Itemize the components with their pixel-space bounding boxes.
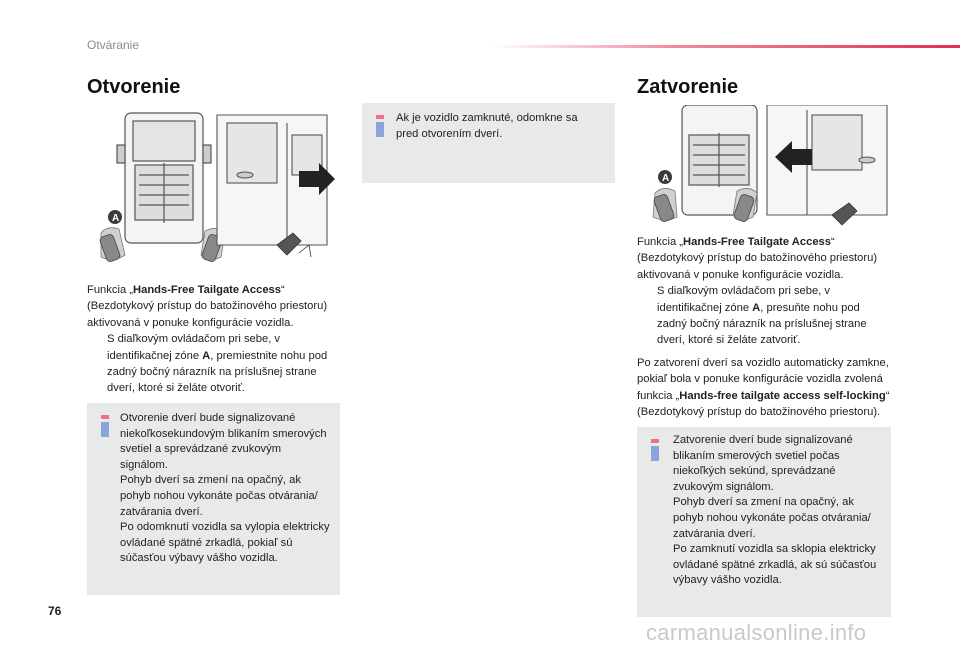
instruction-bullet: S diaľkovým ovládačom pri sebe, v identifikačnej zóne A, premiestnite nohu pod zadný bočný nárazník na príslušnej strane dverí, ktoré si želáte otvoriť. xyxy=(87,331,342,397)
instruction-bullet: S diaľkovým ovládačom pri sebe, v identifikačnej zóne A, presuňte nohu pod zadný bočný nárazník na príslušnej strane dverí, ktoré si želáte zatvoriť. xyxy=(637,283,892,349)
watermark: carmanualsonline.info xyxy=(646,620,867,645)
lock-paragraph: Po zatvorení dverí sa vozidlo automaticky zamkne, pokiaľ bola v ponuke konfigurácie vozidla zvolená funkcia „Hands-free tailgate access self-locking“ (Bezdotykový prístup do batožinového priestoru). xyxy=(637,356,890,419)
header-rule xyxy=(490,45,960,48)
info-box-unlock xyxy=(362,103,615,183)
intro-paragraph: Funkcia „Hands-Free Tailgate Access“ (Bezdotykový prístup do batožinového priestoru) aktivovaná v ponuke konfigurácie vozidla. xyxy=(87,284,328,329)
intro-paragraph: Funkcia „Hands-Free Tailgate Access“ (Bezdotykový prístup do batožinového priestoru) aktivovaná v ponuke konfigurácie vozidla. xyxy=(637,236,878,281)
right-instructions xyxy=(637,234,892,420)
info-icon xyxy=(376,115,384,137)
zone-label-a: A xyxy=(662,173,670,184)
bullet-marker xyxy=(637,283,657,349)
info-text: Ak je vozidlo zamknuté, odomkne sa pred otvorením dverí. xyxy=(396,112,578,140)
info-box xyxy=(637,427,891,617)
bullet-marker xyxy=(87,331,107,397)
info-box xyxy=(87,403,340,595)
info-text: Otvorenie dverí bude signalizované niekoľkosekundovým blikaním smerových svetiel a sprevádzané zvukovým signálom. Pohyb dverí sa zmení na opačný, ak pohyb nohou vykonáte počas otvárania/ zatvárania dverí. Po odomknutí vozidla sa vylopia elektricky ovládané spätné zrkadlá, pokiaľ sú súčasťou výbavy vášho vozidla. xyxy=(120,412,330,565)
info-icon xyxy=(651,439,659,461)
header-title: Otváranie xyxy=(87,38,140,52)
info-icon xyxy=(101,415,109,437)
section-heading-close: Zatvorenie xyxy=(637,76,739,98)
info-text: Zatvorenie dverí bude signalizované blikaním smerových svetiel počas niekoľkých sekúnd, sprevádzané zvukovým signálom. Pohyb dverí sa zmení na opačný, ak pohyb nohou vykonáte počas otvárania/ zatvárania dverí. Po zamknutí vozidla sa sklopia elektricky ovládané spätné zrkadlá, ak sú súčasťou výbavy vášho vozidla. xyxy=(673,434,877,587)
section-heading-open: Otvorenie xyxy=(87,76,181,98)
page-number: 76 xyxy=(48,604,62,618)
van-rear-view xyxy=(117,113,211,243)
left-instructions xyxy=(87,282,342,397)
zone-label-a: A xyxy=(112,213,120,224)
open-illustration xyxy=(87,105,342,273)
close-illustration xyxy=(637,105,892,230)
